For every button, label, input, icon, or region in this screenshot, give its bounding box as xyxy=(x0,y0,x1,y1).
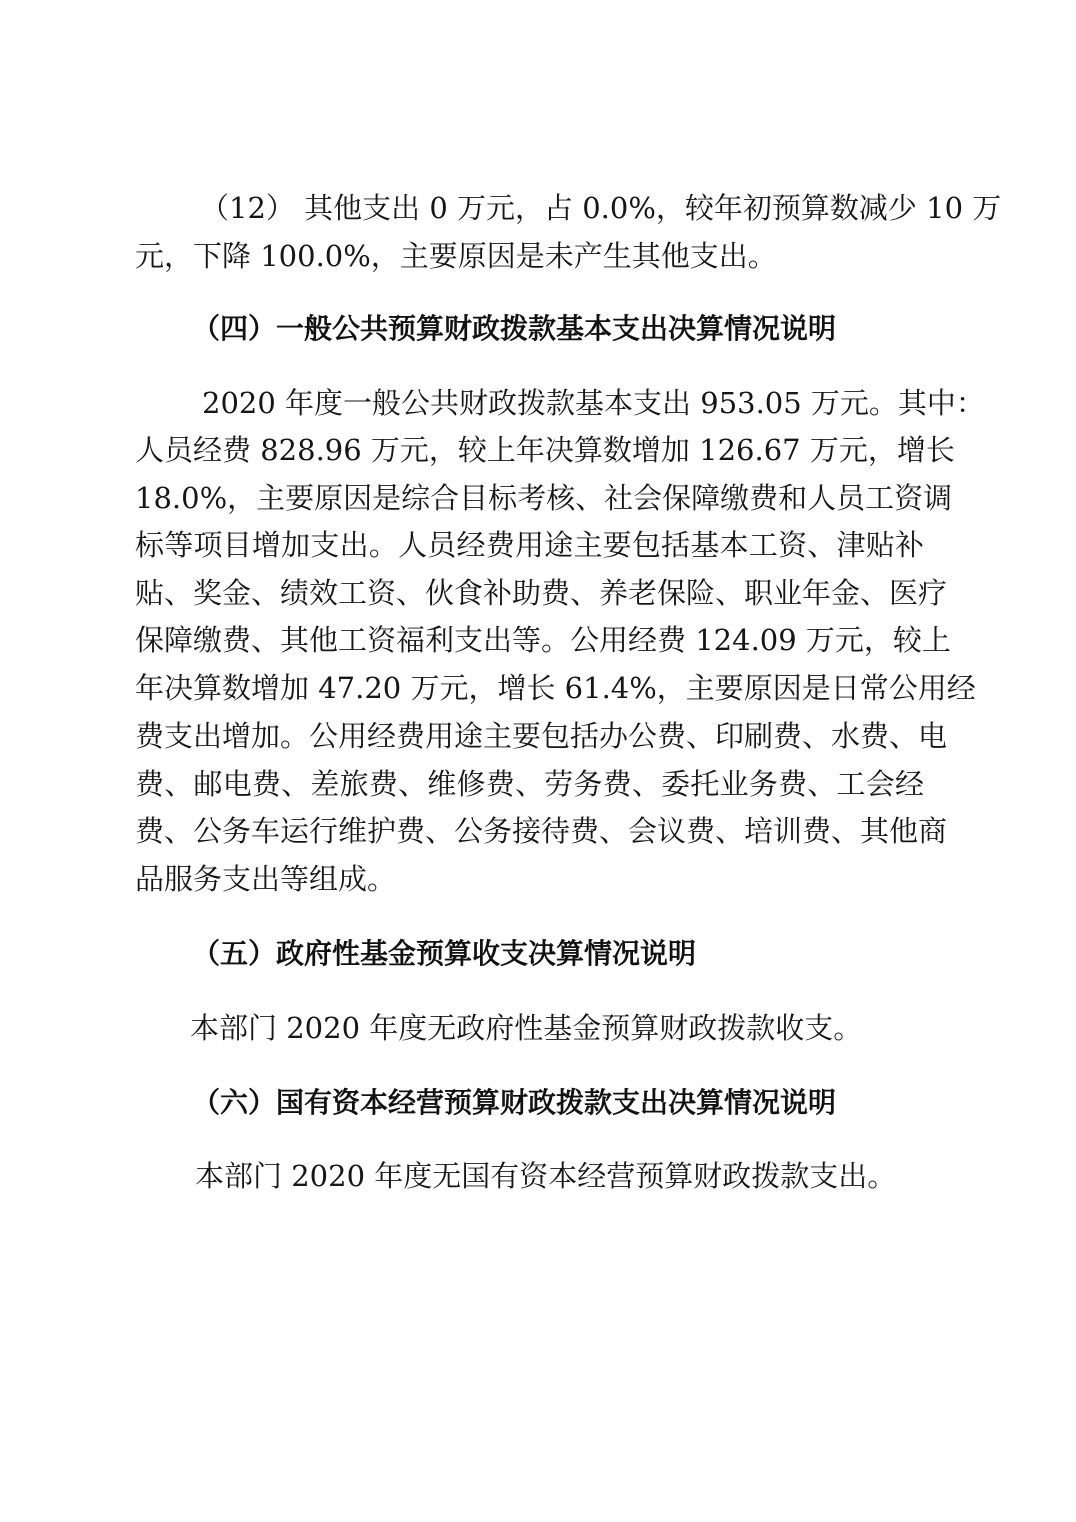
paragraph-line: 保障缴费、其他工资福利支出等。公用经费 124.09 万元，较上 xyxy=(135,623,951,657)
section-heading: （四）一般公共预算财政拨款基本支出决算情况说明 xyxy=(192,312,837,345)
paragraph-line: 品服务支出等组成。 xyxy=(135,862,397,896)
paragraph-line: 元，下降 100.0%，主要原因是未产生其他支出。 xyxy=(135,239,777,273)
paragraph-line: 贴、奖金、绩效工资、伙食补助费、养老保险、职业年金、医疗 xyxy=(135,576,948,610)
paragraph-line: （12） 其他支出 0 万元，占 0.0%，较年初预算数减少 10 万 xyxy=(200,191,1002,225)
section-heading: （五）政府性基金预算收支决算情况说明 xyxy=(192,937,697,970)
paragraph-line: 费支出增加。公用经费用途主要包括办公费、印刷费、水费、电 xyxy=(135,719,948,753)
paragraph-line: 2020 年度一般公共财政拨款基本支出 953.05 万元。其中： xyxy=(202,386,985,420)
paragraph-line: 标等项目增加支出。人员经费用途主要包括基本工资、津贴补 xyxy=(135,528,924,562)
paragraph-line: 年决算数增加 47.20 万元，增长 61.4%，主要原因是日常公用经 xyxy=(135,671,976,705)
paragraph-line: 费、公务车运行维护费、公务接待费、会议费、培训费、其他商 xyxy=(135,814,948,848)
paragraph-line: 本部门 2020 年度无政府性基金预算财政拨款收支。 xyxy=(190,1011,863,1045)
paragraph-line: 18.0%，主要原因是综合目标考核、社会保障缴费和人员工资调 xyxy=(135,481,953,515)
paragraph-line: 本部门 2020 年度无国有资本经营预算财政拨款支出。 xyxy=(195,1159,897,1193)
paragraph-line: 费、邮电费、差旅费、维修费、劳务费、委托业务费、工会经 xyxy=(135,767,924,801)
paragraph-line: 人员经费 828.96 万元，较上年决算数增加 126.67 万元，增长 xyxy=(135,433,955,467)
section-heading: （六）国有资本经营预算财政拨款支出决算情况说明 xyxy=(192,1086,837,1119)
